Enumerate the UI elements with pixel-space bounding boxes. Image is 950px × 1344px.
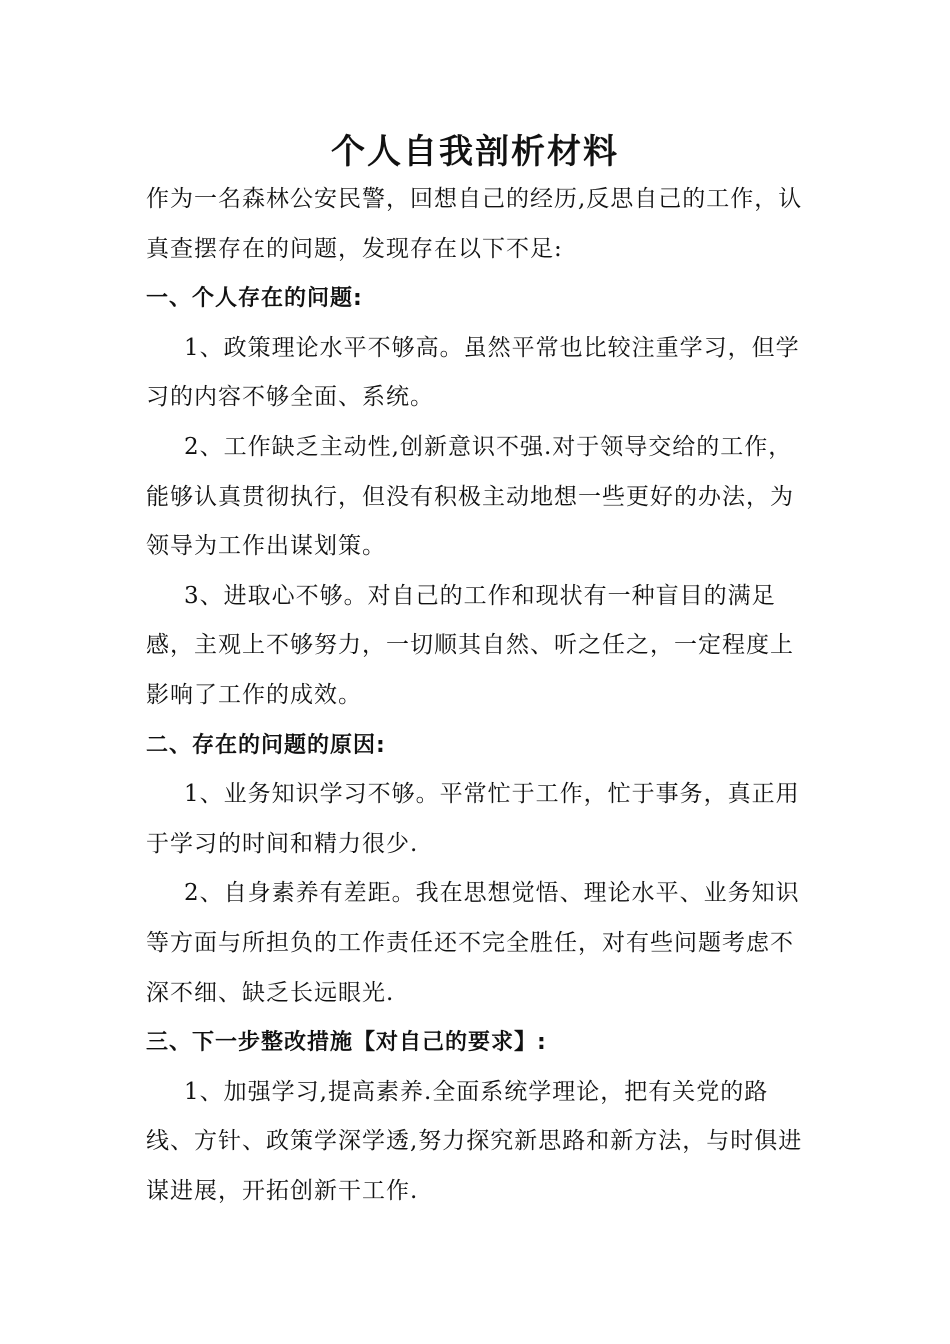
problem-item-2: 2、工作缺乏主动性,创新意识不强.对于领导交给的工作，能够认真贯彻执行，但没有积极主动地想一些更好的办法，为领导为工作出谋划策。 [146, 433, 794, 560]
cause-item-2: 2、自身素养有差距。我在思想觉悟、理论水平、业务知识等方面与所担负的工作责任还不完全胜任，对有些问题考虑不深不细、缺乏长远眼光. [146, 880, 800, 1006]
section-heading-measures: 三、下一步整改措施【对自己的要求】: [146, 1030, 547, 1056]
section-heading-problems: 一、个人存在的问题: [146, 286, 363, 312]
cause-item-1: 1、业务知识学习不够。平常忙于工作，忙于事务，真正用于学习的时间和精力很少. [146, 781, 800, 857]
section-heading-causes: 二、存在的问题的原因: [146, 732, 386, 758]
intro-paragraph: 作为一名森林公安民警，回想自己的经历,反思自己的工作，认真查摆存在的问题，发现存在以下不足: [146, 186, 803, 262]
document-body [146, 175, 812, 1216]
document-title: 个人自我剖析材料 [331, 132, 619, 172]
problem-item-1: 1、政策理论水平不够高。虽然平常也比较注重学习，但学习的内容不够全面、系统。 [146, 334, 800, 411]
problem-item-3: 3、进取心不够。对自己的工作和现状有一种盲目的满足感，主观上不够努力，一切顺其自然、听之任之，一定程度上影响了工作的成效。 [146, 582, 794, 708]
measure-item-1: 1、加强学习,提高素养.全面系统学理论，把有关党的路线、方针、政策学深学透,努力探究新思路和新方法，与时俱进谋进展，开拓创新干工作. [146, 1078, 803, 1204]
